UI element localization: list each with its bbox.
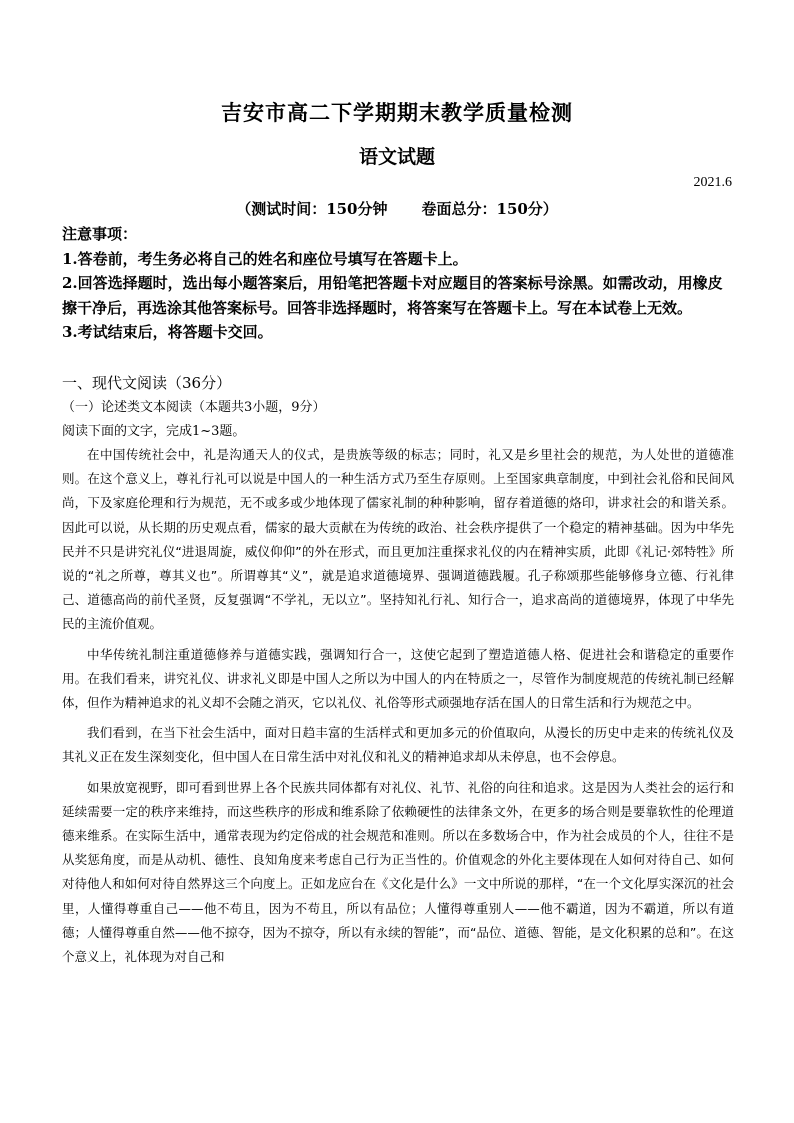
notice-block — [62, 222, 734, 345]
reading-instruction: 阅读下面的文字，完成1~3题。 — [62, 424, 246, 439]
reading-passage — [62, 443, 734, 975]
exam-date: 2021.6 — [693, 175, 732, 190]
passage-paragraph: 如果放宽视野，即可看到世界上各个民族共同体都有对礼仪、礼节、礼俗的向往和追求。这是因为人类社会的运行和延续需要一定的秩序来维持，而这些秩序的形成和维系除了依赖硬性的法律条文外，在更多的场合则是要靠软性的伦理道德来维系。在实际生活中，通常表现为约定俗成的社会规范和准则。所以在多数场合中，作为社会成员的个人，往往不是从奖惩角度，而是从动机、德性、良知角度来考虑自己行为正当性的。价值观念的外化主要体现在人如何对待自己、如何对待他人和如何对待自然界这三个向度上。正如龙应台在《文化是什么》一文中所说的那样，“在一个文化厚实深沉的社会里，人懂得尊重自己——他不苟且，因为不苟且，所以有品位；人懂得尊重别人——他不霸道，因为不霸道，所以有道德；人懂得尊重自然——他不掠夺，因为不掠夺，所以有永续的智能”，而“品位、道德、智能，是文化积累的总和”。在这个意义上，礼体现为对自己和 — [62, 779, 734, 965]
passage-paragraph: 我们看到，在当下社会生活中，面对日趋丰富的生活样式和更加多元的价值取向，从漫长的历史中走来的传统礼仪及其礼义正在发生深刻变化，但中国人在日常生活中对礼仪和礼义的精神追求却从未停息，也不会停息。 — [62, 725, 734, 765]
exam-title: 吉安市高二下学期期末教学质量检测 — [221, 100, 573, 125]
passage-paragraph: 在中国传统社会中，礼是沟通天人的仪式，是贵族等级的标志；同时，礼又是乡里社会的规范，为人处世的道德准则。在这个意义上，尊礼行礼可以说是中国人的一种生活方式乃至生存原则。上至国家典章制度，中到社会礼俗和民间风尚，下及家庭伦理和行为规范，无不或多或少地体现了儒家礼制的种种影响，留存着道德的烙印，讲求社会的和谐关系。因此可以说，从长期的历史观点看，儒家的最大贡献在为传统的政治、社会秩序提供了一个稳定的精神基础。因为中华先民并不只是讲究礼仪“进退周旋，威仪仰仰”的外在形式，而且更加注重探求礼仪的内在精神实质，此即《礼记·郊特牲》所说的“礼之所尊，尊其义也”。所谓尊其“义”，就是追求道德境界、强调道德践履。孔子称颂那些能够修身立德、行礼律己、道德高尚的前代圣贤，反复强调“不学礼，无以立”。坚持知礼行礼、知行合一，追求高尚的道德境界，体现了中华先民的主流价值观。 — [62, 447, 734, 632]
notice-item: 2.回答选择题时，选出每小题答案后，用铅笔把答题卡对应题目的答案标号涂黑。如需改动，用橡皮擦干净后，再选涂其他答案标号。回答非选择题时，将答案写在答题卡上。写在本试卷上无效。 — [62, 274, 723, 317]
exam-score: 卷面总分：150分） — [421, 200, 558, 218]
notice-heading: 注意事项： — [62, 225, 138, 243]
sub-section-heading: （一）论述类文本阅读（本题共3小题，9分） — [62, 400, 326, 415]
exam-time: （测试时间：150分钟 — [236, 200, 388, 218]
section-heading: 一、现代文阅读（36分） — [62, 374, 232, 392]
notice-item: 1.答卷前，考生务必将自己的姓名和座位号填写在答题卡上。 — [62, 249, 468, 268]
passage-paragraph: 中华传统礼制注重道德修养与道德实践，强调知行合一，这使它起到了塑造道德人格、促进社会和谐稳定的重要作用。在我们看来，讲究礼仪、讲求礼义即是中国人之所以为中国人的内在特质之一，尽管作为制度规范的传统礼制已经解体，但作为精神追求的礼义却不会随之消灭，它以礼仪、礼俗等形式顽强地存活在国人的日常生活和行为规范之中。 — [62, 646, 734, 711]
exam-info — [0, 198, 794, 219]
notice-item: 3.考试结束后，将答题卡交回。 — [62, 323, 273, 341]
exam-subject: 语文试题 — [358, 146, 435, 168]
